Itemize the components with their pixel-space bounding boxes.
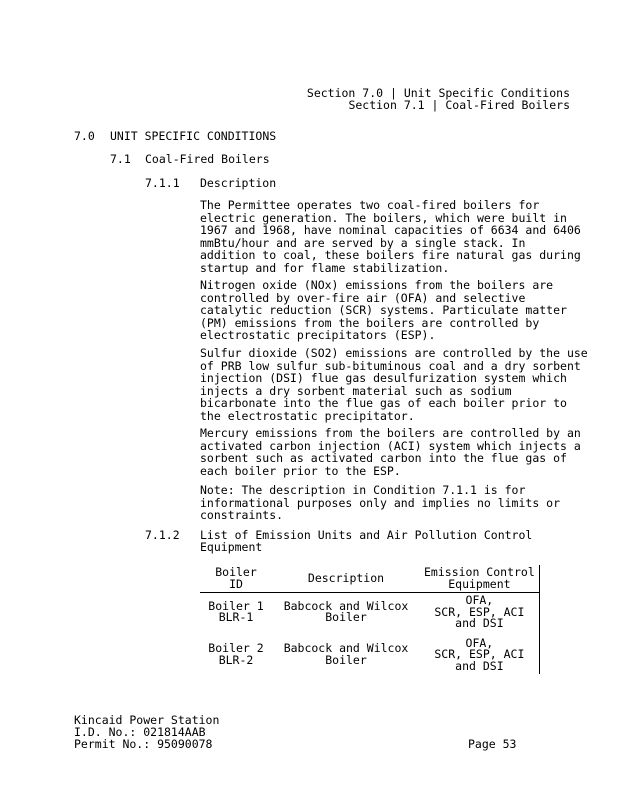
description-number: 7.1.1 xyxy=(145,176,180,190)
footer-facility-name: Kincaid Power Station xyxy=(74,713,220,727)
text-line: informational purposes only and implies no limits or xyxy=(200,495,561,510)
section-number: 7.0 xyxy=(74,129,95,143)
text-line: activated carbon injection (ACI) system which injects a xyxy=(200,438,581,453)
text-line: the electrostatic precipitator. xyxy=(200,408,415,423)
text-line: bicarbonate into the flue gas of each boiler prior to xyxy=(200,396,567,410)
text-line: mmBtu/hour and are served by a single stack. In xyxy=(200,235,526,250)
cell-emission-control: OFA, SCR, ESP, ACI and DSI xyxy=(420,636,539,675)
text-line: (PM) emissions from the boilers are controlled by xyxy=(200,315,540,330)
table-row xyxy=(200,636,539,675)
text-line: controlled by over-fire air (OFA) and selective xyxy=(200,290,526,305)
text-line: catalytic reduction (SCR) systems. Particulate matter xyxy=(200,303,567,317)
text-line: injection (DSI) flue gas desulfurization system which xyxy=(200,371,567,385)
page-header-line1: Section 7.0 | Unit Specific Conditions xyxy=(306,86,570,100)
cell-description: Babcock and Wilcox Boiler xyxy=(283,598,409,625)
description-paragraph-3 xyxy=(200,346,588,423)
text-line: injects a dry sorbent material such as sodium xyxy=(200,383,512,398)
description-title: Description xyxy=(200,176,277,190)
header-description: Description xyxy=(272,565,420,593)
description-paragraph-2 xyxy=(200,278,567,342)
text-line: Note: The description in Condition 7.1.1 is for xyxy=(200,483,526,497)
equipment-title-line1: List of Emission Units and Air Pollution Control xyxy=(200,528,533,542)
text-line: The Permittee operates two coal-fired boilers for xyxy=(200,198,540,212)
cell-boiler-id: Boiler 1 BLR-1 xyxy=(208,598,264,625)
description-note xyxy=(200,483,561,522)
section-title: UNIT SPECIFIC CONDITIONS xyxy=(110,129,277,143)
text-line: 1967 and 1968, have nominal capacities of 6634 and 6406 xyxy=(200,223,581,237)
text-line: sorbent such as activated carbon into the flue gas of xyxy=(200,451,567,465)
subsection-number: 7.1 xyxy=(110,152,131,166)
text-line: Mercury emissions from the boilers are controlled by an xyxy=(200,426,581,440)
text-line: of PRB low sulfur sub-bituminous coal and a dry sorbent xyxy=(200,358,581,373)
text-line: Nitrogen oxide (NOx) emissions from the boilers are xyxy=(200,278,554,292)
header-boiler-id: Boiler ID xyxy=(200,565,272,593)
description-paragraph-4 xyxy=(200,426,581,478)
table-header-row xyxy=(200,565,539,593)
cell-description: Babcock and Wilcox Boiler xyxy=(283,641,409,667)
text-line: each boiler prior to the ESP. xyxy=(200,463,401,478)
footer-permit-number: Permit No.: 95090078 xyxy=(74,737,213,751)
footer-page-number: Page 53 xyxy=(468,737,517,751)
text-line: startup and for flame stabilization. xyxy=(200,260,450,275)
header-emission-control: Emission Control Equipment xyxy=(420,565,539,593)
text-line: constraints. xyxy=(200,508,284,522)
cell-emission-control: OFA, SCR, ESP, ACI and DSI xyxy=(420,593,539,632)
footer-id-number: I.D. No.: 021814AAB xyxy=(74,725,206,739)
description-paragraph-1 xyxy=(200,198,581,275)
page-header-line2: Section 7.1 | Coal-Fired Boilers xyxy=(348,98,570,112)
equipment-title-line2: Equipment xyxy=(200,540,263,554)
text-line: electrostatic precipitators (ESP). xyxy=(200,328,436,342)
text-line: addition to coal, these boilers fire natural gas during xyxy=(200,248,581,262)
equipment-table xyxy=(200,565,540,674)
equipment-number: 7.1.2 xyxy=(145,528,180,542)
text-line: electric generation. The boilers, which were built in xyxy=(200,210,567,225)
cell-boiler-id: Boiler 2 BLR-2 xyxy=(208,641,264,667)
subsection-title: Coal-Fired Boilers xyxy=(145,152,270,166)
text-line: Sulfur dioxide (SO2) emissions are controlled by the use xyxy=(200,346,588,360)
table-row xyxy=(200,593,539,632)
